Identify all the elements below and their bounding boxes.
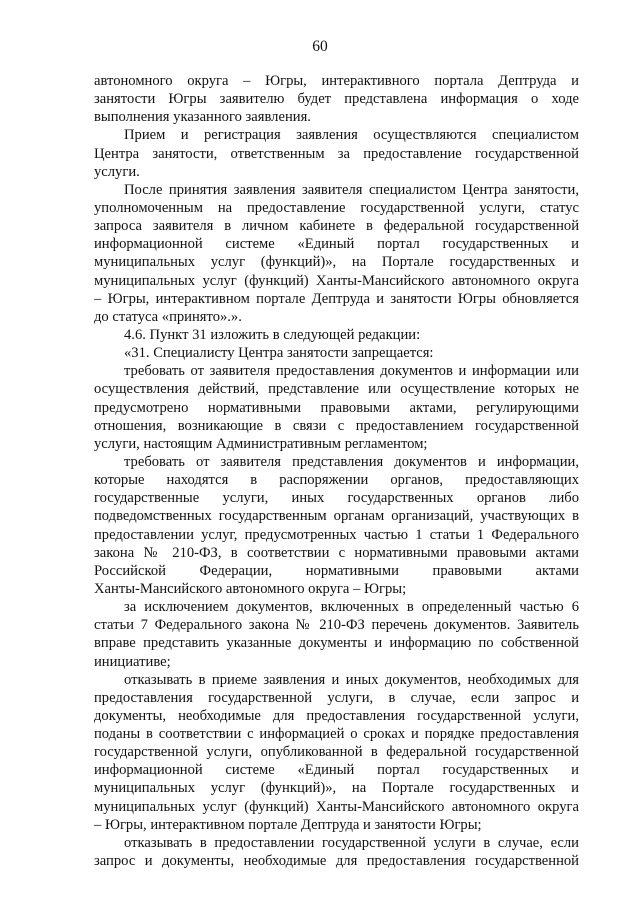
text-line: муниципальных услуг (функций)», на Портале государственных и [94, 780, 579, 797]
text-line: предоставления государственной услуги, в случае, если запрос и [94, 689, 579, 706]
text-line: выполнения указанного заявления. [94, 109, 311, 126]
page-number: 60 [312, 38, 328, 55]
text-line: 4.6. Пункт 31 изложить в следующей редакции: [124, 326, 421, 343]
text-line: предоставлении услуг, предусмотренных частью 1 статьи 1 Федерального [94, 526, 579, 543]
text-line: требовать от заявителя предоставления документов и информации или [124, 363, 579, 380]
text-line: муниципальных услуг (функций) Ханты-Мансийского автономного округа [94, 798, 579, 815]
text-line: отношения, возникающие в связи с предоставлением государственной [94, 417, 579, 434]
document-body [94, 72, 579, 870]
text-line: до статуса «принято».». [94, 308, 242, 325]
text-line: уполномоченным на предоставление государственной услуги, статус [94, 199, 579, 216]
text-line: вправе представить указанные документы и информацию по собственной [94, 635, 579, 652]
text-line: инициативе; [94, 653, 171, 670]
text-line: После принятия заявления заявителя специалистом Центра занятости, [124, 181, 579, 198]
text-line: муниципальных услуг (функций)», на Портале государственных и [94, 254, 579, 271]
text-line: Прием и регистрация заявления осуществляются специалистом [124, 127, 579, 144]
text-line: осуществления действий, представление или осуществление которых не [94, 381, 579, 398]
text-line: подведомственных государственным органам организаций, участвующих в [94, 508, 579, 525]
text-line: требовать от заявителя представления документов и информации, [124, 453, 579, 470]
text-line: Российской Федерации, нормативными правовыми актами [94, 562, 579, 579]
text-line: отказывать в предоставлении государственной услуги в случае, если [124, 834, 579, 851]
text-line: – Югры, интерактивном портале Дептруда и занятости Югры; [94, 816, 482, 833]
text-line: закона № 210-ФЗ, в соответствии с нормативными правовыми актами [94, 544, 579, 561]
text-line: за исключением документов, включенных в определенный частью 6 [124, 599, 579, 616]
text-line: документы, необходимые для предоставления государственной услуги, [94, 707, 579, 724]
text-line: запроса заявителя в личном кабинете в федеральной государственной [94, 218, 579, 235]
text-line: – Югры, интерактивном портале Дептруда и занятости Югры обновляется [94, 290, 579, 307]
text-line: Ханты-Мансийского автономного округа – Югры; [94, 580, 407, 597]
text-line: которые находятся в распоряжении органов, предоставляющих [94, 472, 579, 489]
text-line: услуги. [94, 163, 140, 180]
text-line: государственные услуги, иных государственных органов либо [94, 490, 579, 507]
text-line: Центра занятости, ответственным за предоставление государственной [94, 145, 579, 162]
text-line: «31. Специалисту Центра занятости запрещается: [124, 345, 434, 362]
text-line: государственной услуги, опубликованной в федеральной государственной [94, 744, 579, 761]
text-line: отказывать в приеме заявления и иных документов, необходимых для [124, 671, 579, 688]
text-line: занятости Югры заявителю будет представлена информация о ходе [94, 91, 579, 108]
text-line: информационной системе «Единый портал государственных и [94, 236, 579, 253]
text-line: муниципальных услуг (функций) Ханты-Мансийского автономного округа [94, 272, 579, 289]
text-line: информационной системе «Единый портал государственных и [94, 762, 579, 779]
text-line: предусмотрено нормативными правовыми актами, регулирующими [94, 399, 579, 416]
text-line: поданы в соответствии с информацией о сроках и порядке предоставления [94, 726, 579, 743]
text-line: услуги, настоящим Административным регламентом; [94, 435, 428, 452]
text-line: статьи 7 Федерального закона № 210-ФЗ перечень документов. Заявитель [94, 617, 579, 634]
text-line: запрос и документы, необходимые для предоставления государственной [94, 853, 579, 870]
text-line: автономного округа – Югры, интерактивного портала Дептруда и [94, 73, 579, 89]
